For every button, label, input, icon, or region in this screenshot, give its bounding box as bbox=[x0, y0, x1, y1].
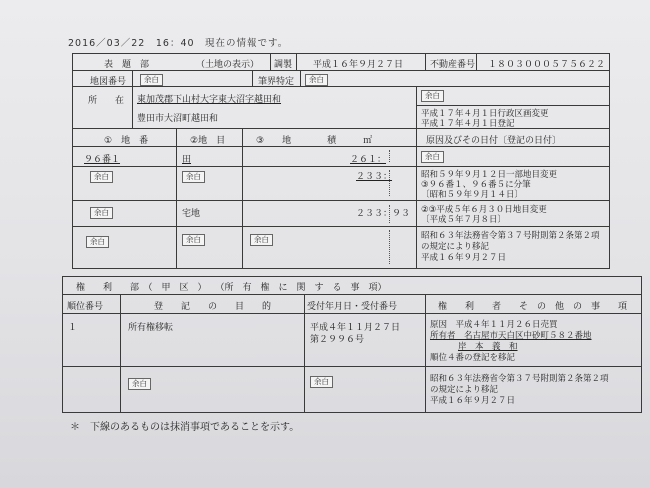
row4-reason1: 昭和６３年法務省令第３７号附則第２条第２項 bbox=[421, 231, 600, 241]
col-chimoku: ②地 目 bbox=[190, 136, 226, 146]
col-chiseki: ③ 地 積 ㎡ bbox=[256, 136, 373, 146]
yohaku-stamp: 余白 bbox=[90, 207, 113, 219]
kenri-section-title: 権 利 部 （ 甲 区 ） （所 有 権 に 関 す る 事 項） bbox=[76, 283, 387, 293]
row2-reason3: 〔昭和５９年９月１４日〕 bbox=[421, 190, 524, 200]
kenri-row1-detail3: 岸 本 義 和 bbox=[458, 342, 518, 352]
col-genin: 原因及びその日付〔登記の日付〕 bbox=[426, 136, 562, 146]
chosei-label: 調製 bbox=[274, 60, 293, 70]
fudosan-bango-value: １８０３０００５７５６２２ bbox=[488, 60, 606, 70]
kenri-row2-detail1: 昭和６３年法務省令第３７号附則第２条第２項 bbox=[430, 374, 609, 384]
kenri-row1-detail4: 順位４番の登記を移記 bbox=[430, 353, 516, 363]
shozai-reason-line2: 平成１７年４月１日登記 bbox=[421, 119, 515, 129]
chosei-value: 平成１６年９月２７日 bbox=[313, 60, 404, 70]
timestamp-line: 2016／03／22 16：40 現在の情報です。 bbox=[68, 38, 289, 49]
row1-chimoku: 田 bbox=[182, 155, 192, 165]
shozai-new: 豊田市大沼町越田和 bbox=[137, 114, 219, 124]
row1-chiban: ９６番１ bbox=[84, 155, 121, 165]
kenri-row2-detail3: 平成１６年９月２７日 bbox=[430, 396, 516, 406]
hyodai-section-subtitle: （土地の表示） bbox=[196, 60, 260, 70]
row3-chimoku: 宅地 bbox=[182, 209, 201, 219]
chizu-bango-label: 地図番号 bbox=[90, 77, 127, 87]
col-uketsuke: 受付年月日・受付番号 bbox=[307, 302, 398, 312]
shozai-old: 東加茂郡下山村大字東大沼字越田和 bbox=[137, 95, 282, 105]
yohaku-stamp: 余白 bbox=[90, 171, 113, 183]
hyodai-section-title: 表 題 部 bbox=[104, 60, 150, 70]
footnote: ＊ 下線のあるものは抹消事項であることを示す。 bbox=[70, 422, 300, 433]
yohaku-stamp: 余白 bbox=[140, 74, 163, 86]
row3-reason1: ②③平成５年６月３０日地目変更 bbox=[421, 205, 547, 215]
yohaku-stamp: 余白 bbox=[421, 90, 444, 102]
yohaku-stamp: 余白 bbox=[128, 378, 151, 390]
row2-reason1: 昭和５９年９月１２日一部地目変更 bbox=[421, 170, 558, 180]
col-kenrisha: 権 利 者 そ の 他 の 事 項 bbox=[438, 302, 628, 312]
hikkai-tokutei-label: 筆界特定 bbox=[258, 77, 295, 87]
yohaku-stamp: 余白 bbox=[250, 234, 273, 246]
row2-chiseki: ２３３： bbox=[356, 172, 393, 182]
kenri-row1-uketsuke-number: 第２９９６号 bbox=[310, 335, 365, 345]
kenri-row1-detail2: 所有者 名古屋市天白区中砂町５８２番地 bbox=[430, 331, 592, 341]
kenri-row1-detail1: 原因 平成４年１１月２６日売買 bbox=[430, 320, 558, 330]
yohaku-stamp: 余白 bbox=[182, 234, 205, 246]
shozai-label: 所 在 bbox=[88, 96, 125, 106]
yohaku-stamp: 余白 bbox=[182, 171, 205, 183]
row4-reason2: の規定により移記 bbox=[421, 242, 490, 252]
kenri-row1-uketsuke-date: 平成４年１１月２７日 bbox=[310, 323, 401, 333]
yohaku-stamp: 余白 bbox=[310, 376, 333, 388]
yohaku-stamp: 余白 bbox=[421, 151, 444, 163]
col-junni: 順位番号 bbox=[67, 302, 104, 312]
kenri-row2-detail2: の規定により移記 bbox=[430, 385, 499, 395]
yohaku-stamp: 余白 bbox=[86, 236, 109, 248]
shozai-reason-line1: 平成１７年４月１日行政区画変更 bbox=[421, 109, 549, 119]
yohaku-stamp: 余白 bbox=[305, 74, 328, 86]
fudosan-bango-label: 不動産番号 bbox=[430, 60, 476, 70]
row3-chiseki: ２３３：９３ bbox=[356, 209, 411, 219]
kenri-row1-junni: １ bbox=[68, 323, 78, 333]
col-mokuteki: 登 記 の 目 的 bbox=[154, 302, 272, 312]
kenri-row1-mokuteki: 所有権移転 bbox=[128, 323, 174, 333]
col-chiban: ① 地 番 bbox=[104, 136, 149, 146]
row3-reason2: 〔平成５年７月８日〕 bbox=[421, 215, 507, 225]
row4-reason3: 平成１６年９月２７日 bbox=[421, 253, 507, 263]
row2-reason2: ③９６番１、９６番５に分筆 bbox=[421, 180, 531, 190]
row1-chiseki: ２６１： bbox=[350, 155, 387, 165]
